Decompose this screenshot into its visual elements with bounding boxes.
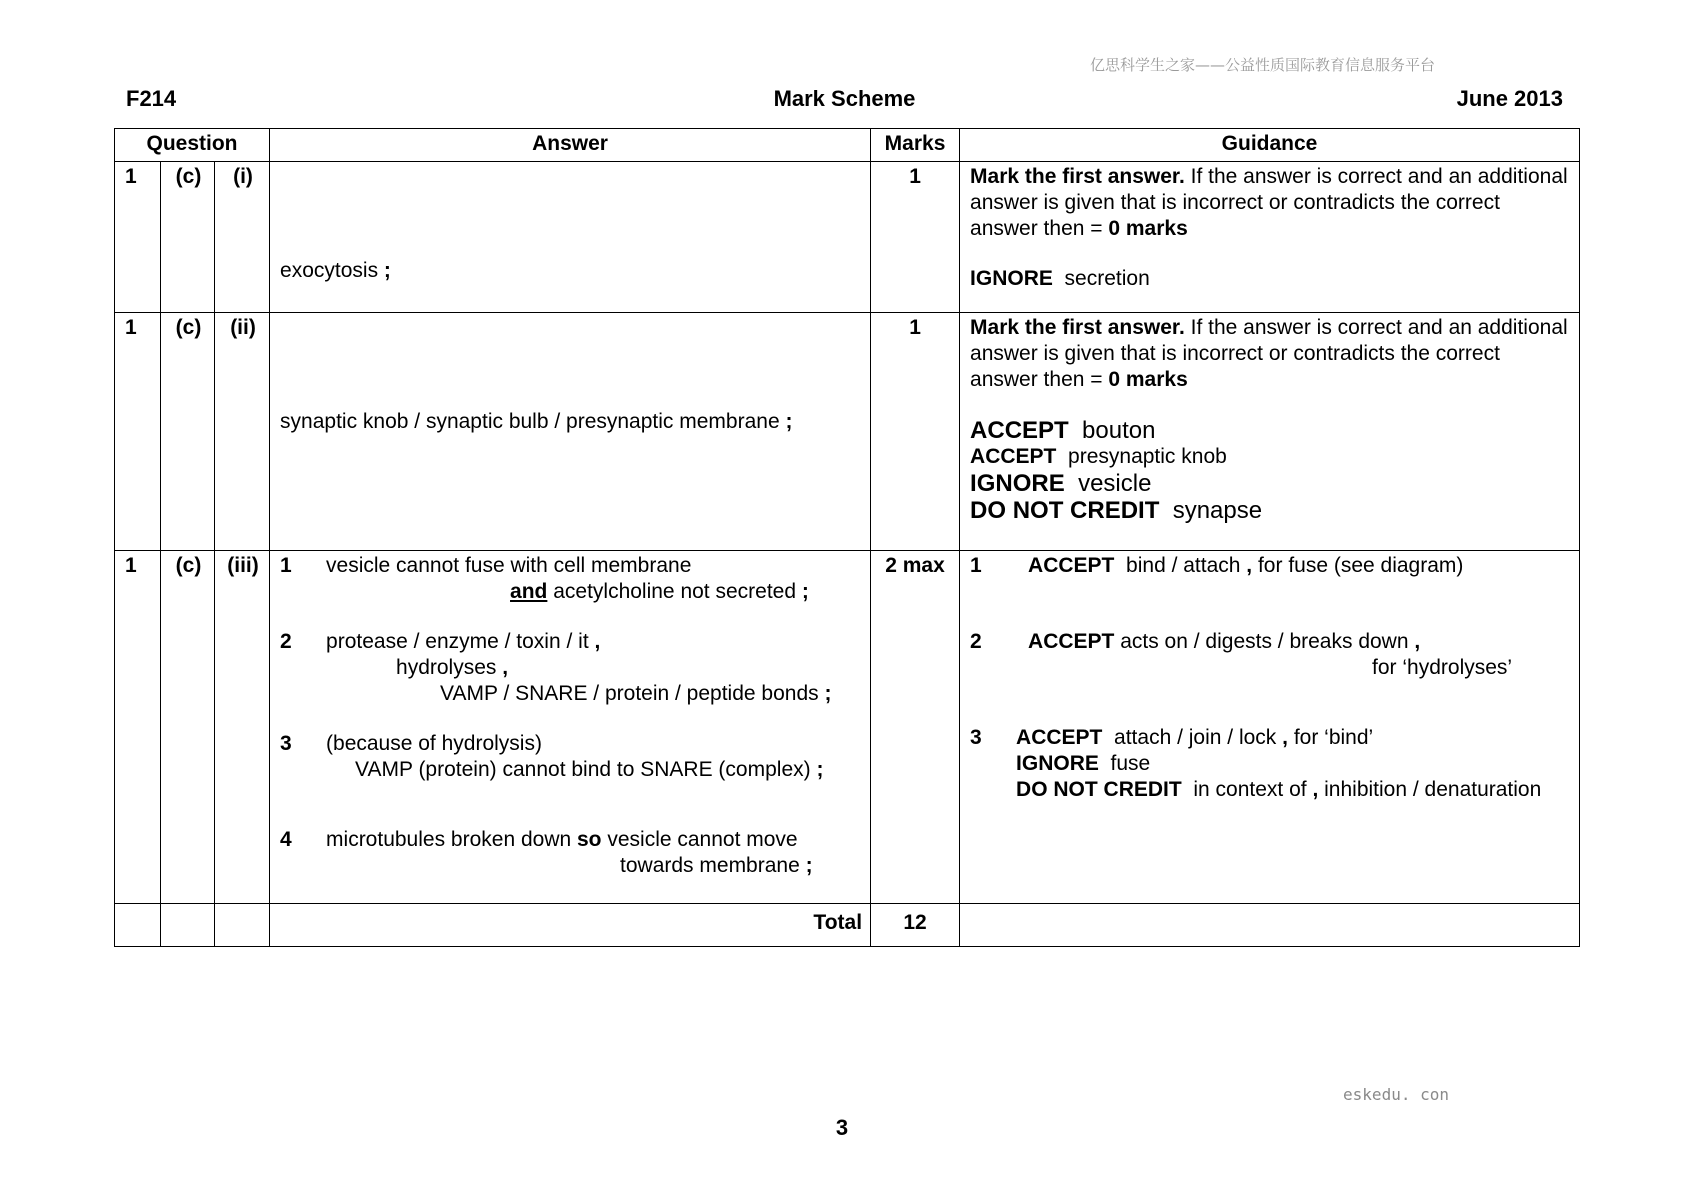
answer-end-mark: ;	[785, 410, 793, 433]
answer-text: synaptic knob / synaptic bulb / presynaptic membrane	[280, 410, 780, 433]
guidance-point-2: 2 ACCEPT acts on / digests / breaks down , for ‘hydrolyses’	[970, 630, 1513, 679]
table-row	[115, 551, 1580, 904]
answer-point-3: 3 (because of hydrolysis) VAMP (protein) cannot bind to SNARE (complex) ;	[280, 732, 824, 781]
guidance-point-3: 3 ACCEPT attach / join / lock , for ‘bind’ IGNORE fuse DO NOT CREDIT in context of , inhibition / denaturation	[970, 726, 1542, 801]
table-header-row	[115, 129, 1580, 162]
answer-cell	[270, 162, 871, 313]
question-subpart: (i)	[215, 162, 270, 313]
footer-watermark: eskedu. con	[1343, 1085, 1449, 1104]
guidance-first-answer: Mark the first answer. If the answer is correct and an additional answer is given that is incorrect or contradicts the correct answer then = 0 marks	[970, 316, 1568, 391]
answer-point-2: 2 protease / enzyme / toxin / it , hydrolyses , VAMP / SNARE / protein / peptide bonds ;	[280, 630, 832, 705]
answer-point-4: 4 microtubules broken down so vesicle cannot move towards membrane ;	[280, 828, 813, 877]
page-title: Mark Scheme	[773, 86, 916, 111]
page-number: 3	[835, 1115, 849, 1140]
question-part: (c)	[161, 162, 215, 313]
guidance-first-answer: Mark the first answer. If the answer is correct and an additional answer is given that is incorrect or contradicts the correct answer then = 0 marks	[970, 165, 1568, 240]
table-row	[115, 313, 1580, 551]
guidance-ignore: IGNORE secretion	[970, 267, 1150, 290]
guidance-ignore: IGNORE vesicle	[970, 470, 1152, 497]
guidance-header: Guidance	[960, 129, 1580, 162]
page-header	[126, 86, 1563, 114]
answer-point-1: 1 vesicle cannot fuse with cell membrane and acetylcholine not secreted ;	[280, 554, 809, 603]
marks-header: Marks	[871, 129, 960, 162]
total-marks: 12	[871, 904, 960, 947]
paper-code: F214	[126, 86, 177, 111]
question-number: 1	[115, 313, 161, 551]
guidance-point-1: 1 ACCEPT bind / attach , for fuse (see diagram)	[970, 554, 1464, 577]
question-number: 1	[115, 551, 161, 904]
mark-scheme-table	[114, 128, 1580, 947]
total-row	[115, 904, 1580, 947]
guidance-accept: ACCEPT presynaptic knob	[970, 445, 1227, 468]
answer-cell	[270, 313, 871, 551]
top-watermark: 亿思科学生之家——公益性质国际教育信息服务平台	[1089, 56, 1435, 74]
table-row	[115, 162, 1580, 313]
guidance-accept: ACCEPT bouton	[970, 417, 1156, 444]
guidance-cell	[960, 313, 1580, 551]
guidance-cell	[960, 162, 1580, 313]
question-part: (c)	[161, 313, 215, 551]
question-header: Question	[115, 129, 270, 162]
answer-cell	[270, 551, 871, 904]
marks-cell: 1	[871, 162, 960, 313]
answer-header: Answer	[270, 129, 871, 162]
marks-cell: 2 max	[871, 551, 960, 904]
exam-date: June 2013	[1456, 86, 1563, 111]
guidance-cell	[960, 551, 1580, 904]
guidance-do-not-credit: DO NOT CREDIT synapse	[970, 497, 1263, 524]
question-number: 1	[115, 162, 161, 313]
answer-end-mark: ;	[383, 259, 391, 282]
question-part: (c)	[161, 551, 215, 904]
answer-text: exocytosis	[280, 259, 379, 282]
marks-cell: 1	[871, 313, 960, 551]
total-label: Total	[270, 904, 871, 947]
question-subpart: (iii)	[215, 551, 270, 904]
question-subpart: (ii)	[215, 313, 270, 551]
